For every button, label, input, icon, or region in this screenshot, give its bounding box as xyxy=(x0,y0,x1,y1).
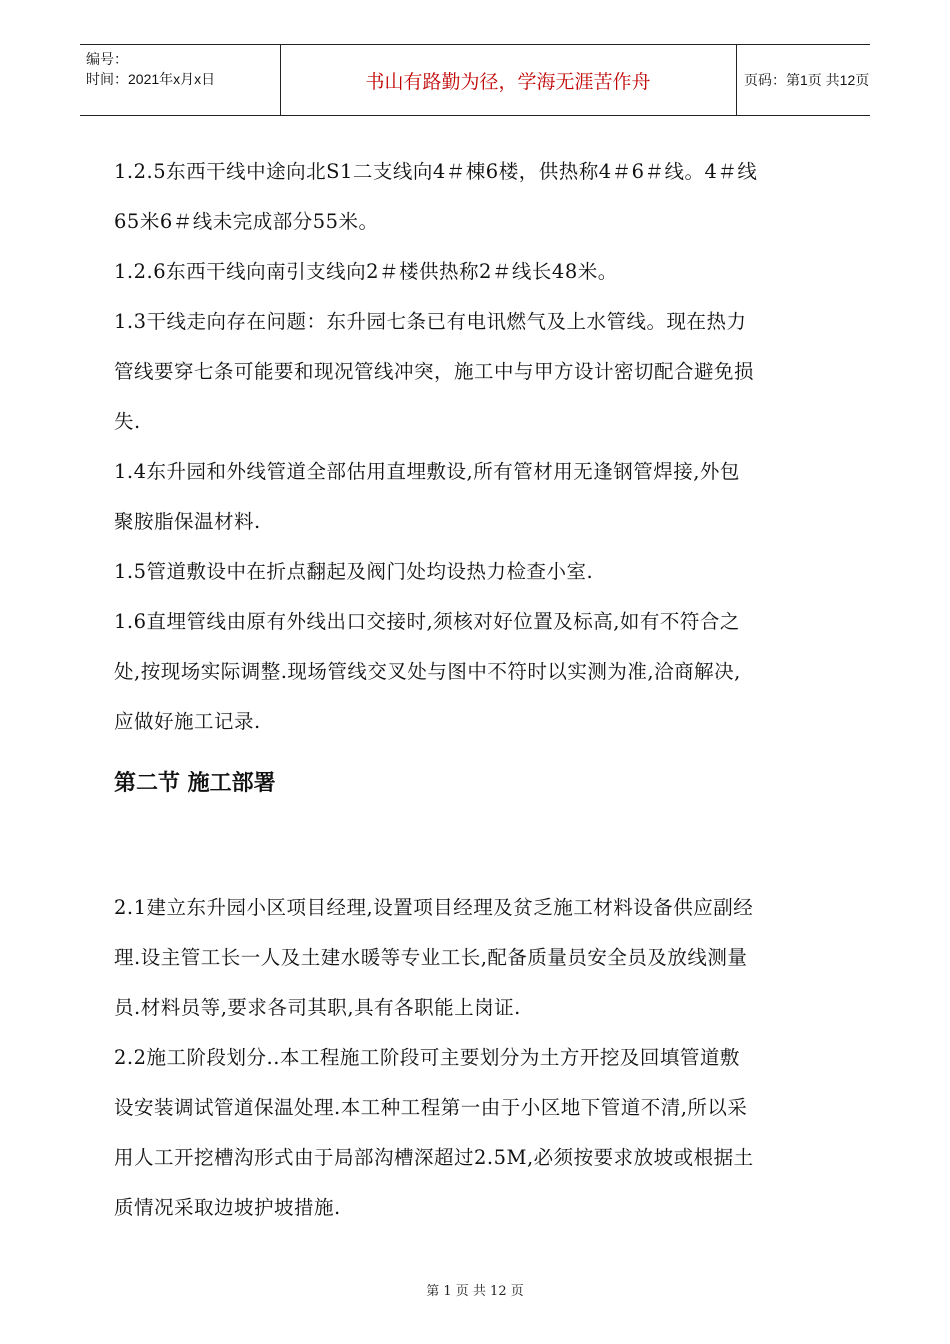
text-line: 设安装调试管道保温处理.本工种工程第一由于小区地下管道不清,所以采 xyxy=(114,1096,748,1119)
paragraph-1-5 xyxy=(114,547,838,597)
text-line: 2.2施工阶段划分..本工程施工阶段可主要划分为土方开挖及回填管道敷 xyxy=(114,1046,740,1069)
paragraph-1-2-6 xyxy=(114,247,838,297)
paragraph-1-3 xyxy=(114,297,838,447)
text-line: 1.5管道敷设中在折点翻起及阀门处均设热力检查小室. xyxy=(114,560,594,583)
text-line: 1.2.6东西干线向南引支线向2＃楼供热称2＃线长48米。 xyxy=(114,260,618,283)
text-line: 失. xyxy=(114,410,141,433)
text-line: 2.1建立东升园小区项目经理,设置项目经理及贫乏施工材料设备供应副经 xyxy=(114,896,754,919)
time-label: 时间：2021年x月x日 xyxy=(86,71,216,87)
paragraph-2-2 xyxy=(114,1033,838,1233)
header-motto: 书山有路勤为径，学海无涯苦作舟 xyxy=(365,70,651,93)
paragraph-1-2-5 xyxy=(114,147,838,247)
text-line: 1.4东升园和外线管道全部估用直埋敷设,所有管材用无逢钢管焊接,外包 xyxy=(114,460,740,483)
paragraph-2-1 xyxy=(114,883,838,1033)
text-line: 质情况采取边坡护坡措施. xyxy=(114,1196,341,1219)
text-line: 用人工开挖槽沟形式由于局部沟槽深超过2.5M,必须按要求放坡或根据土 xyxy=(114,1146,754,1169)
page-footer: 第 1 页 共 12 页 xyxy=(426,1284,524,1299)
text-line: 65米6＃线未完成部分55米。 xyxy=(114,210,379,233)
section-title: 第二节 施工部署 xyxy=(114,771,276,796)
text-line: 1.3干线走向存在问题：东升园七条已有电讯燃气及上水管线。现在热力 xyxy=(114,310,747,333)
text-line: 管线要穿七条可能要和现况管线冲突，施工中与甲方设计密切配合避免损 xyxy=(114,360,755,383)
text-line: 理.设主管工长一人及土建水暖等专业工长,配备质量员安全员及放线测量 xyxy=(114,946,748,969)
paragraph-1-4 xyxy=(114,447,838,547)
paragraph-1-6 xyxy=(114,597,838,747)
text-line: 1.2.5东西干线中途向北S1二支线向4＃棟6楼，供热称4＃6＃线。4＃线 xyxy=(114,160,758,183)
text-line: 1.6直埋管线由原有外线出口交接时,须核对好位置及标高,如有不符合之 xyxy=(114,610,740,633)
header-meta xyxy=(86,49,286,89)
text-line: 处,按现场实际调整.现场管线交叉处与图中不符时以实测为准,洽商解决, xyxy=(114,660,741,683)
number-label: 编号： xyxy=(86,51,128,67)
header-page-info: 页码：第1页 共12页 xyxy=(744,72,870,88)
text-line: 应做好施工记录. xyxy=(114,710,261,733)
text-line: 聚胺脂保温材料. xyxy=(114,510,261,533)
page-header xyxy=(80,44,870,116)
header-divider xyxy=(736,45,737,115)
text-line: 员.材料员等,要求各司其职,具有各职能上岗证. xyxy=(114,996,521,1019)
